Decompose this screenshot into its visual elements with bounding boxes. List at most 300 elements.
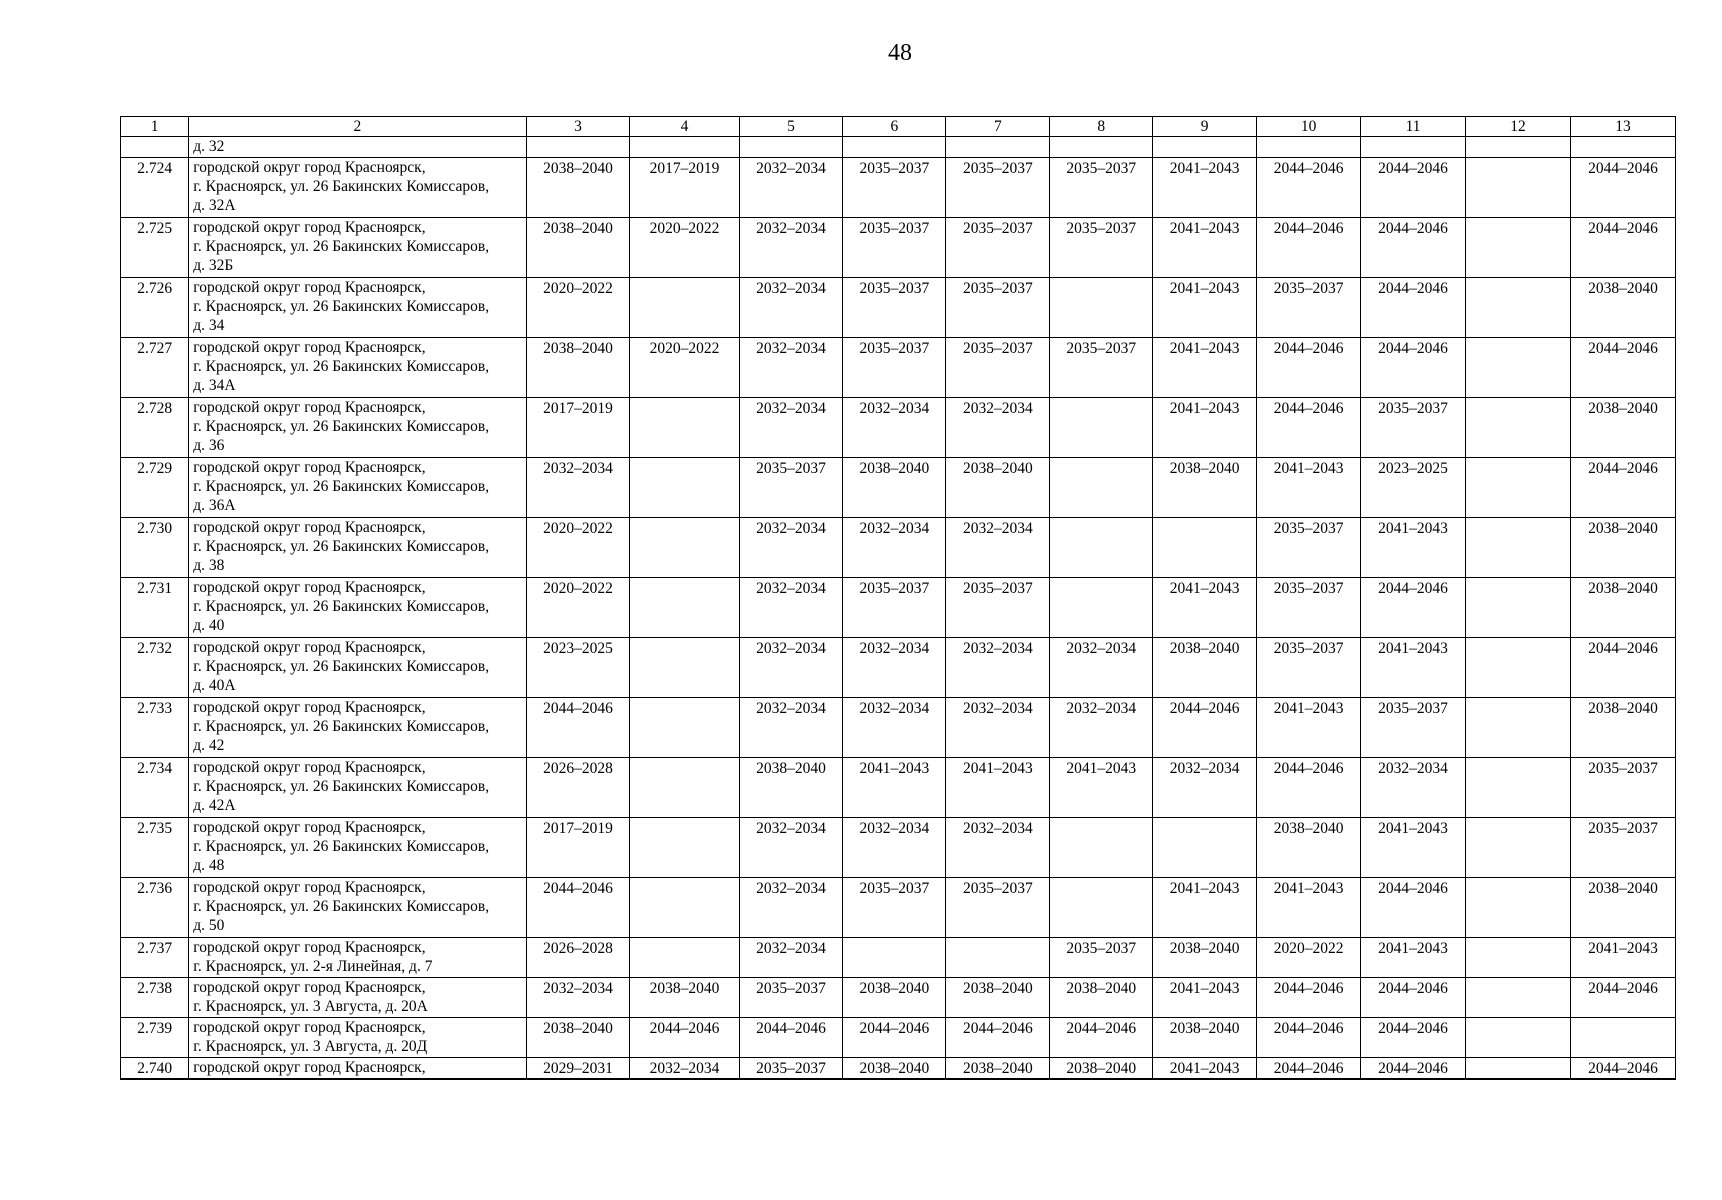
period-cell: 2032–2034 bbox=[739, 938, 843, 978]
header-cell: 3 bbox=[526, 117, 630, 137]
period-cell: 2035–2037 bbox=[843, 878, 946, 938]
address-line: д. 32 bbox=[193, 138, 225, 155]
period-cell: 2032–2034 bbox=[946, 818, 1050, 878]
period-cell bbox=[1466, 638, 1571, 698]
period-cell: 2041–2043 bbox=[1361, 638, 1466, 698]
period-cell bbox=[1466, 137, 1571, 158]
address-line: д. 42 bbox=[193, 737, 225, 754]
period-cell: 2032–2034 bbox=[739, 398, 843, 458]
period-cell: 2038–2040 bbox=[1153, 638, 1257, 698]
period-cell bbox=[1361, 137, 1466, 158]
period-cell: 2044–2046 bbox=[630, 1018, 739, 1058]
period-cell: 2041–2043 bbox=[1570, 938, 1675, 978]
period-cell bbox=[1050, 578, 1153, 638]
row-number-cell: 2.725 bbox=[121, 218, 189, 278]
header-cell: 1 bbox=[121, 117, 189, 137]
period-cell: 2044–2046 bbox=[1257, 338, 1361, 398]
period-cell: 2044–2046 bbox=[1570, 978, 1675, 1018]
address-line: д. 36А bbox=[193, 497, 236, 514]
address-cell bbox=[189, 938, 526, 978]
header-cell: 2 bbox=[189, 117, 526, 137]
table-row bbox=[121, 758, 1676, 818]
address-line: г. Красноярск, ул. 26 Бакинских Комиссаров, bbox=[193, 898, 490, 915]
address-cell bbox=[189, 1058, 526, 1080]
row-number-cell: 2.736 bbox=[121, 878, 189, 938]
period-cell: 2038–2040 bbox=[946, 1058, 1050, 1080]
header-cell: 7 bbox=[946, 117, 1050, 137]
period-cell: 2041–2043 bbox=[1153, 338, 1257, 398]
period-cell: 2044–2046 bbox=[526, 878, 630, 938]
period-cell: 2035–2037 bbox=[1050, 338, 1153, 398]
table-row bbox=[121, 158, 1676, 218]
row-number-cell bbox=[121, 137, 189, 158]
period-cell: 2035–2037 bbox=[739, 1058, 843, 1080]
period-cell: 2044–2046 bbox=[1361, 158, 1466, 218]
table-row bbox=[121, 137, 1676, 158]
period-cell: 2044–2046 bbox=[1153, 698, 1257, 758]
header-cell: 5 bbox=[739, 117, 843, 137]
period-cell bbox=[1466, 818, 1571, 878]
address-cell bbox=[189, 758, 526, 818]
period-cell: 2041–2043 bbox=[1257, 698, 1361, 758]
header-cell: 13 bbox=[1570, 117, 1675, 137]
period-cell bbox=[1153, 518, 1257, 578]
period-cell: 2041–2043 bbox=[1257, 878, 1361, 938]
period-cell: 2032–2034 bbox=[843, 638, 946, 698]
period-cell: 2035–2037 bbox=[1570, 818, 1675, 878]
period-cell: 2044–2046 bbox=[1361, 1018, 1466, 1058]
period-cell: 2038–2040 bbox=[1153, 458, 1257, 518]
period-cell: 2044–2046 bbox=[1361, 1058, 1466, 1080]
address-line: г. Красноярск, ул. 3 Августа, д. 20А bbox=[193, 998, 428, 1015]
period-cell: 2035–2037 bbox=[1361, 698, 1466, 758]
period-cell bbox=[630, 758, 739, 818]
period-cell bbox=[526, 137, 630, 158]
address-line: д. 42А bbox=[193, 797, 236, 814]
table-body bbox=[121, 137, 1676, 1080]
address-line: городской округ город Красноярск, bbox=[193, 519, 426, 536]
period-cell bbox=[1466, 278, 1571, 338]
period-cell: 2032–2034 bbox=[739, 218, 843, 278]
header-row bbox=[121, 117, 1676, 137]
address-line: г. Красноярск, ул. 26 Бакинских Комиссаров, bbox=[193, 478, 490, 495]
row-number-cell: 2.731 bbox=[121, 578, 189, 638]
address-line: д. 48 bbox=[193, 857, 225, 874]
period-cell bbox=[630, 518, 739, 578]
row-number-cell: 2.724 bbox=[121, 158, 189, 218]
period-cell: 2044–2046 bbox=[526, 698, 630, 758]
period-cell: 2035–2037 bbox=[1257, 638, 1361, 698]
table-row bbox=[121, 938, 1676, 978]
period-cell bbox=[1466, 458, 1571, 518]
period-cell: 2035–2037 bbox=[843, 338, 946, 398]
period-cell bbox=[1466, 338, 1571, 398]
address-line: городской округ город Красноярск, bbox=[193, 979, 426, 996]
period-cell: 2032–2034 bbox=[526, 458, 630, 518]
period-cell: 2017–2019 bbox=[526, 398, 630, 458]
period-cell: 2032–2034 bbox=[1050, 638, 1153, 698]
period-cell: 2044–2046 bbox=[1570, 1058, 1675, 1080]
period-cell: 2044–2046 bbox=[1257, 1058, 1361, 1080]
period-cell: 2044–2046 bbox=[1257, 978, 1361, 1018]
period-cell: 2044–2046 bbox=[1570, 458, 1675, 518]
period-cell: 2041–2043 bbox=[1050, 758, 1153, 818]
address-line: г. Красноярск, ул. 26 Бакинских Комиссаров, bbox=[193, 358, 490, 375]
period-cell: 2038–2040 bbox=[843, 458, 946, 518]
row-number-cell: 2.729 bbox=[121, 458, 189, 518]
period-cell: 2041–2043 bbox=[1153, 398, 1257, 458]
row-number-cell: 2.734 bbox=[121, 758, 189, 818]
address-cell bbox=[189, 158, 526, 218]
period-cell: 2038–2040 bbox=[1570, 398, 1675, 458]
address-line: д. 40 bbox=[193, 617, 225, 634]
address-line: городской округ город Красноярск, bbox=[193, 699, 426, 716]
period-cell bbox=[1466, 1018, 1571, 1058]
period-cell: 2044–2046 bbox=[1050, 1018, 1153, 1058]
address-line: городской округ город Красноярск, bbox=[193, 939, 426, 956]
address-cell bbox=[189, 1018, 526, 1058]
period-cell: 2041–2043 bbox=[1361, 518, 1466, 578]
period-cell: 2038–2040 bbox=[1050, 1058, 1153, 1080]
address-line: городской округ город Красноярск, bbox=[193, 759, 426, 776]
period-cell: 2035–2037 bbox=[843, 278, 946, 338]
period-cell bbox=[1466, 698, 1571, 758]
period-cell: 2032–2034 bbox=[739, 698, 843, 758]
period-cell bbox=[1050, 518, 1153, 578]
address-line: городской округ город Красноярск, bbox=[193, 339, 426, 356]
period-cell: 2035–2037 bbox=[946, 158, 1050, 218]
address-line: городской округ город Красноярск, bbox=[193, 879, 426, 896]
period-cell: 2038–2040 bbox=[1050, 978, 1153, 1018]
period-cell bbox=[1050, 278, 1153, 338]
row-number-cell: 2.727 bbox=[121, 338, 189, 398]
address-cell bbox=[189, 978, 526, 1018]
period-cell: 2038–2040 bbox=[1570, 878, 1675, 938]
address-cell bbox=[189, 518, 526, 578]
address-line: д. 32Б bbox=[193, 257, 234, 274]
header-cell: 9 bbox=[1153, 117, 1257, 137]
period-cell: 2032–2034 bbox=[1153, 758, 1257, 818]
period-cell: 2035–2037 bbox=[946, 278, 1050, 338]
period-cell: 2032–2034 bbox=[843, 398, 946, 458]
period-cell: 2044–2046 bbox=[739, 1018, 843, 1058]
period-cell: 2035–2037 bbox=[1257, 278, 1361, 338]
period-cell: 2035–2037 bbox=[1050, 938, 1153, 978]
period-cell: 2035–2037 bbox=[739, 458, 843, 518]
table-row bbox=[121, 338, 1676, 398]
address-line: городской округ город Красноярск, bbox=[193, 639, 426, 656]
address-line: г. Красноярск, ул. 26 Бакинских Комиссаров, bbox=[193, 838, 490, 855]
period-cell: 2032–2034 bbox=[739, 878, 843, 938]
period-cell: 2044–2046 bbox=[946, 1018, 1050, 1058]
address-line: г. Красноярск, ул. 26 Бакинских Комиссаров, bbox=[193, 238, 490, 255]
address-line: д. 34 bbox=[193, 317, 225, 334]
period-cell: 2041–2043 bbox=[1153, 578, 1257, 638]
period-cell bbox=[1570, 137, 1675, 158]
period-cell: 2044–2046 bbox=[1361, 278, 1466, 338]
address-cell bbox=[189, 698, 526, 758]
period-cell: 2035–2037 bbox=[946, 338, 1050, 398]
period-cell: 2032–2034 bbox=[843, 518, 946, 578]
address-line: д. 36 bbox=[193, 437, 225, 454]
address-line: городской округ город Красноярск, bbox=[193, 399, 426, 416]
period-cell: 2044–2046 bbox=[1361, 338, 1466, 398]
address-cell bbox=[189, 458, 526, 518]
period-cell: 2044–2046 bbox=[1361, 878, 1466, 938]
period-cell bbox=[1466, 978, 1571, 1018]
period-cell bbox=[1466, 158, 1571, 218]
period-cell bbox=[630, 137, 739, 158]
period-cell: 2035–2037 bbox=[1050, 158, 1153, 218]
period-cell: 2035–2037 bbox=[946, 218, 1050, 278]
address-line: д. 50 bbox=[193, 917, 225, 934]
period-cell: 2038–2040 bbox=[739, 758, 843, 818]
row-number-cell: 2.732 bbox=[121, 638, 189, 698]
table-row bbox=[121, 1058, 1676, 1080]
period-cell: 2035–2037 bbox=[946, 578, 1050, 638]
address-line: г. Красноярск, ул. 26 Бакинских Комиссаров, bbox=[193, 418, 490, 435]
period-cell: 2038–2040 bbox=[630, 978, 739, 1018]
period-cell: 2044–2046 bbox=[1257, 158, 1361, 218]
period-cell: 2044–2046 bbox=[1570, 218, 1675, 278]
period-cell: 2032–2034 bbox=[739, 338, 843, 398]
table-row bbox=[121, 278, 1676, 338]
period-cell: 2032–2034 bbox=[739, 818, 843, 878]
period-cell: 2032–2034 bbox=[946, 518, 1050, 578]
address-cell bbox=[189, 338, 526, 398]
period-cell bbox=[1466, 518, 1571, 578]
address-line: г. Красноярск, ул. 26 Бакинских Комиссаров, bbox=[193, 598, 490, 615]
period-cell: 2038–2040 bbox=[526, 158, 630, 218]
period-cell bbox=[630, 638, 739, 698]
schedule-table bbox=[120, 116, 1676, 1080]
period-cell bbox=[946, 938, 1050, 978]
period-cell: 2035–2037 bbox=[1570, 758, 1675, 818]
period-cell: 2032–2034 bbox=[843, 698, 946, 758]
address-cell bbox=[189, 638, 526, 698]
header-cell: 8 bbox=[1050, 117, 1153, 137]
period-cell: 2032–2034 bbox=[739, 278, 843, 338]
table-row bbox=[121, 398, 1676, 458]
period-cell: 2035–2037 bbox=[843, 158, 946, 218]
period-cell: 2035–2037 bbox=[946, 878, 1050, 938]
period-cell bbox=[630, 398, 739, 458]
address-line: городской округ город Красноярск, bbox=[193, 459, 426, 476]
period-cell: 2041–2043 bbox=[1153, 978, 1257, 1018]
period-cell bbox=[630, 698, 739, 758]
period-cell: 2029–2031 bbox=[526, 1058, 630, 1080]
row-number-cell: 2.728 bbox=[121, 398, 189, 458]
period-cell: 2032–2034 bbox=[739, 578, 843, 638]
row-number-cell: 2.739 bbox=[121, 1018, 189, 1058]
period-cell: 2041–2043 bbox=[1361, 938, 1466, 978]
row-number-cell: 2.726 bbox=[121, 278, 189, 338]
period-cell: 2032–2034 bbox=[739, 518, 843, 578]
period-cell: 2020–2022 bbox=[526, 278, 630, 338]
period-cell bbox=[1466, 1058, 1571, 1080]
period-cell bbox=[1466, 878, 1571, 938]
period-cell: 2041–2043 bbox=[1153, 1058, 1257, 1080]
period-cell bbox=[630, 278, 739, 338]
period-cell: 2035–2037 bbox=[843, 578, 946, 638]
address-line: городской округ город Красноярск, bbox=[193, 219, 426, 236]
period-cell: 2032–2034 bbox=[739, 638, 843, 698]
period-cell: 2044–2046 bbox=[1257, 1018, 1361, 1058]
address-line: г. Красноярск, ул. 26 Бакинских Комиссаров, bbox=[193, 778, 490, 795]
header-cell: 6 bbox=[843, 117, 946, 137]
period-cell bbox=[1466, 218, 1571, 278]
address-cell bbox=[189, 398, 526, 458]
period-cell: 2041–2043 bbox=[946, 758, 1050, 818]
period-cell bbox=[843, 137, 946, 158]
header-cell: 4 bbox=[630, 117, 739, 137]
period-cell: 2044–2046 bbox=[1570, 158, 1675, 218]
address-line: д. 34А bbox=[193, 377, 236, 394]
period-cell bbox=[1466, 398, 1571, 458]
period-cell bbox=[843, 938, 946, 978]
period-cell: 2044–2046 bbox=[1361, 978, 1466, 1018]
period-cell: 2017–2019 bbox=[526, 818, 630, 878]
period-cell: 2041–2043 bbox=[1361, 818, 1466, 878]
address-cell bbox=[189, 578, 526, 638]
address-cell bbox=[189, 218, 526, 278]
period-cell: 2041–2043 bbox=[1153, 158, 1257, 218]
table-row bbox=[121, 698, 1676, 758]
period-cell bbox=[1466, 938, 1571, 978]
period-cell: 2038–2040 bbox=[843, 978, 946, 1018]
period-cell: 2044–2046 bbox=[1361, 578, 1466, 638]
period-cell bbox=[1466, 578, 1571, 638]
address-line: городской округ город Красноярск, bbox=[193, 579, 426, 596]
period-cell: 2035–2037 bbox=[1361, 398, 1466, 458]
period-cell: 2041–2043 bbox=[1153, 218, 1257, 278]
period-cell: 2044–2046 bbox=[1361, 218, 1466, 278]
table-row bbox=[121, 878, 1676, 938]
address-line: д. 32А bbox=[193, 197, 236, 214]
period-cell: 2038–2040 bbox=[526, 1018, 630, 1058]
period-cell bbox=[1257, 137, 1361, 158]
period-cell: 2038–2040 bbox=[1257, 818, 1361, 878]
address-line: г. Красноярск, ул. 26 Бакинских Комиссаров, bbox=[193, 718, 490, 735]
period-cell: 2035–2037 bbox=[1257, 578, 1361, 638]
address-line: г. Красноярск, ул. 26 Бакинских Комиссаров, bbox=[193, 178, 490, 195]
period-cell: 2038–2040 bbox=[1153, 1018, 1257, 1058]
period-cell: 2044–2046 bbox=[1257, 758, 1361, 818]
row-number-cell: 2.740 bbox=[121, 1058, 189, 1080]
period-cell: 2038–2040 bbox=[1570, 578, 1675, 638]
header-cell: 10 bbox=[1257, 117, 1361, 137]
period-cell: 2023–2025 bbox=[1361, 458, 1466, 518]
period-cell: 2038–2040 bbox=[526, 218, 630, 278]
period-cell: 2020–2022 bbox=[630, 338, 739, 398]
period-cell: 2041–2043 bbox=[1257, 458, 1361, 518]
period-cell bbox=[1153, 818, 1257, 878]
period-cell bbox=[630, 878, 739, 938]
period-cell bbox=[739, 137, 843, 158]
period-cell bbox=[630, 458, 739, 518]
row-number-cell: 2.737 bbox=[121, 938, 189, 978]
period-cell bbox=[630, 938, 739, 978]
address-cell bbox=[189, 278, 526, 338]
period-cell: 2035–2037 bbox=[739, 978, 843, 1018]
address-line: г. Красноярск, ул. 26 Бакинских Комиссаров, bbox=[193, 298, 490, 315]
period-cell: 2041–2043 bbox=[843, 758, 946, 818]
period-cell bbox=[946, 137, 1050, 158]
period-cell: 2038–2040 bbox=[526, 338, 630, 398]
address-cell bbox=[189, 137, 526, 158]
period-cell: 2044–2046 bbox=[843, 1018, 946, 1058]
row-number-cell: 2.738 bbox=[121, 978, 189, 1018]
period-cell: 2020–2022 bbox=[630, 218, 739, 278]
period-cell: 2032–2034 bbox=[946, 698, 1050, 758]
address-line: г. Красноярск, ул. 3 Августа, д. 20Д bbox=[193, 1038, 428, 1055]
period-cell: 2038–2040 bbox=[843, 1058, 946, 1080]
period-cell bbox=[630, 818, 739, 878]
table-row bbox=[121, 638, 1676, 698]
period-cell bbox=[1050, 878, 1153, 938]
period-cell: 2044–2046 bbox=[1570, 638, 1675, 698]
address-line: городской округ город Красноярск, bbox=[193, 1019, 426, 1036]
address-line: городской округ город Красноярск, bbox=[193, 1059, 426, 1076]
period-cell bbox=[1050, 137, 1153, 158]
period-cell: 2044–2046 bbox=[1257, 398, 1361, 458]
period-cell: 2020–2022 bbox=[1257, 938, 1361, 978]
period-cell: 2032–2034 bbox=[946, 638, 1050, 698]
period-cell: 2044–2046 bbox=[1570, 338, 1675, 398]
address-line: г. Красноярск, ул. 26 Бакинских Комиссаров, bbox=[193, 538, 490, 555]
period-cell: 2020–2022 bbox=[526, 518, 630, 578]
period-cell: 2038–2040 bbox=[946, 458, 1050, 518]
period-cell: 2038–2040 bbox=[1570, 278, 1675, 338]
period-cell: 2038–2040 bbox=[946, 978, 1050, 1018]
address-line: г. Красноярск, ул. 2-я Линейная, д. 7 bbox=[193, 958, 433, 975]
period-cell bbox=[1050, 458, 1153, 518]
table-row bbox=[121, 578, 1676, 638]
address-line: городской округ город Красноярск, bbox=[193, 819, 426, 836]
period-cell bbox=[1570, 1018, 1675, 1058]
period-cell: 2032–2034 bbox=[1361, 758, 1466, 818]
row-number-cell: 2.735 bbox=[121, 818, 189, 878]
period-cell: 2032–2034 bbox=[630, 1058, 739, 1080]
period-cell: 2026–2028 bbox=[526, 938, 630, 978]
address-line: г. Красноярск, ул. 26 Бакинских Комиссаров, bbox=[193, 658, 490, 675]
table-row bbox=[121, 218, 1676, 278]
period-cell: 2032–2034 bbox=[843, 818, 946, 878]
period-cell: 2017–2019 bbox=[630, 158, 739, 218]
period-cell: 2044–2046 bbox=[1257, 218, 1361, 278]
period-cell: 2026–2028 bbox=[526, 758, 630, 818]
period-cell: 2035–2037 bbox=[1050, 218, 1153, 278]
address-cell bbox=[189, 818, 526, 878]
row-number-cell: 2.733 bbox=[121, 698, 189, 758]
period-cell: 2032–2034 bbox=[739, 158, 843, 218]
header-cell: 12 bbox=[1466, 117, 1571, 137]
period-cell bbox=[1466, 758, 1571, 818]
address-line: городской округ город Красноярск, bbox=[193, 159, 426, 176]
period-cell: 2032–2034 bbox=[946, 398, 1050, 458]
period-cell: 2020–2022 bbox=[526, 578, 630, 638]
period-cell: 2035–2037 bbox=[843, 218, 946, 278]
period-cell: 2032–2034 bbox=[526, 978, 630, 1018]
page-number: 48 bbox=[888, 40, 912, 66]
table-row bbox=[121, 518, 1676, 578]
table-row bbox=[121, 458, 1676, 518]
address-cell bbox=[189, 878, 526, 938]
period-cell bbox=[630, 578, 739, 638]
period-cell bbox=[1050, 818, 1153, 878]
period-cell: 2032–2034 bbox=[1050, 698, 1153, 758]
period-cell: 2035–2037 bbox=[1257, 518, 1361, 578]
